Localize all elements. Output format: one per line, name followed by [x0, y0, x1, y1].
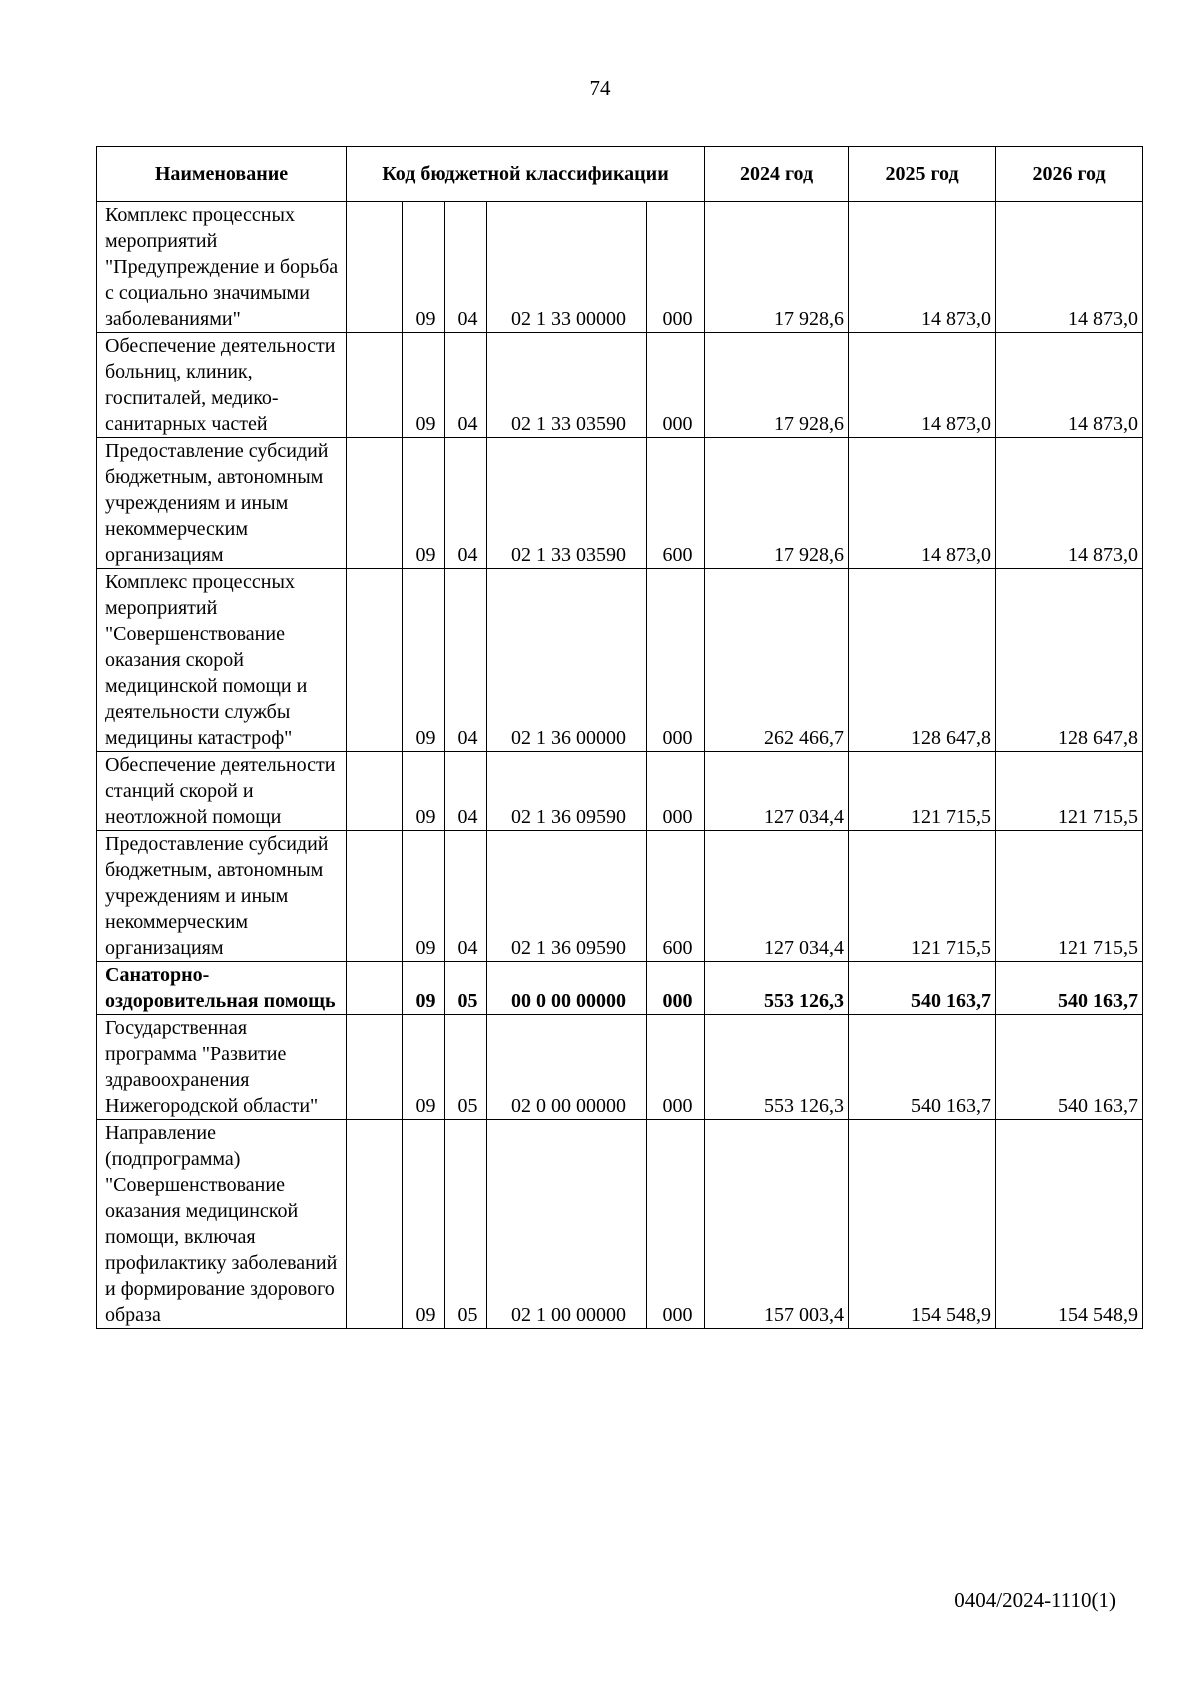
- table-row: [97, 831, 1143, 962]
- code-expense-type-cell: 000: [647, 202, 705, 333]
- code-section-cell: [347, 333, 403, 438]
- table-row: [97, 1015, 1143, 1120]
- code-chapter-cell: 09: [403, 1120, 445, 1329]
- code-target-cell: 02 1 33 00000: [487, 202, 647, 333]
- code-target-cell: 02 0 00 00000: [487, 1015, 647, 1120]
- value-2026-cell: 121 715,5: [996, 831, 1143, 962]
- table-row: [97, 962, 1143, 1015]
- code-chapter-cell: 09: [403, 333, 445, 438]
- table-row: [97, 202, 1143, 333]
- code-section-cell: [347, 1015, 403, 1120]
- code-subsection-cell: 05: [445, 1015, 487, 1120]
- header-code: Код бюджетной классификации: [347, 147, 705, 202]
- value-2024-cell: 17 928,6: [705, 438, 849, 569]
- value-2025-cell: 14 873,0: [849, 333, 996, 438]
- code-chapter-cell: 09: [403, 831, 445, 962]
- row-name-cell: Обеспечение деятельности станций скорой и неотложной помощи: [97, 752, 347, 831]
- value-2024-cell: 17 928,6: [705, 333, 849, 438]
- table-header-row: [97, 147, 1143, 202]
- value-2024-cell: 553 126,3: [705, 962, 849, 1015]
- code-chapter-cell: 09: [403, 962, 445, 1015]
- code-expense-type-cell: 600: [647, 831, 705, 962]
- code-chapter-cell: 09: [403, 752, 445, 831]
- table-row: [97, 333, 1143, 438]
- code-subsection-cell: 05: [445, 1120, 487, 1329]
- code-subsection-cell: 05: [445, 962, 487, 1015]
- value-2025-cell: 540 163,7: [849, 962, 996, 1015]
- value-2025-cell: 14 873,0: [849, 202, 996, 333]
- value-2024-cell: 17 928,6: [705, 202, 849, 333]
- row-name-cell: Санаторно-оздоровительная помощь: [97, 962, 347, 1015]
- value-2026-cell: 14 873,0: [996, 333, 1143, 438]
- value-2025-cell: 154 548,9: [849, 1120, 996, 1329]
- code-expense-type-cell: 000: [647, 569, 705, 752]
- code-section-cell: [347, 202, 403, 333]
- code-chapter-cell: 09: [403, 569, 445, 752]
- code-subsection-cell: 04: [445, 333, 487, 438]
- value-2024-cell: 127 034,4: [705, 752, 849, 831]
- code-target-cell: 02 1 36 09590: [487, 831, 647, 962]
- code-chapter-cell: 09: [403, 1015, 445, 1120]
- code-expense-type-cell: 000: [647, 1015, 705, 1120]
- value-2026-cell: 540 163,7: [996, 1015, 1143, 1120]
- value-2024-cell: 553 126,3: [705, 1015, 849, 1120]
- code-target-cell: 02 1 36 09590: [487, 752, 647, 831]
- value-2026-cell: 128 647,8: [996, 569, 1143, 752]
- row-name-cell: Государственная программа "Развитие здравоохранения Нижегородской области": [97, 1015, 347, 1120]
- code-target-cell: 02 1 36 00000: [487, 569, 647, 752]
- row-name-cell: Комплекс процессных мероприятий "Совершенствование оказания скорой медицинской помощи и деятельности службы медицины катастроф": [97, 569, 347, 752]
- table-row: [97, 752, 1143, 831]
- code-section-cell: [347, 752, 403, 831]
- table-row: [97, 1120, 1143, 1329]
- code-expense-type-cell: 000: [647, 962, 705, 1015]
- table-body: [97, 202, 1143, 1329]
- code-target-cell: 02 1 33 03590: [487, 438, 647, 569]
- code-expense-type-cell: 000: [647, 752, 705, 831]
- value-2026-cell: 14 873,0: [996, 202, 1143, 333]
- code-subsection-cell: 04: [445, 569, 487, 752]
- code-subsection-cell: 04: [445, 752, 487, 831]
- code-subsection-cell: 04: [445, 202, 487, 333]
- code-chapter-cell: 09: [403, 202, 445, 333]
- header-2026: 2026 год: [996, 147, 1143, 202]
- code-section-cell: [347, 831, 403, 962]
- code-target-cell: 00 0 00 00000: [487, 962, 647, 1015]
- table-row: [97, 438, 1143, 569]
- code-expense-type-cell: 000: [647, 1120, 705, 1329]
- code-expense-type-cell: 000: [647, 333, 705, 438]
- budget-table: [96, 146, 1143, 1329]
- value-2025-cell: 121 715,5: [849, 831, 996, 962]
- row-name-cell: Направление (подпрограмма) "Совершенствование оказания медицинской помощи, включая профилактику заболеваний и формирование здорового образа: [97, 1120, 347, 1329]
- value-2025-cell: 121 715,5: [849, 752, 996, 831]
- code-section-cell: [347, 1120, 403, 1329]
- code-section-cell: [347, 569, 403, 752]
- value-2026-cell: 14 873,0: [996, 438, 1143, 569]
- row-name-cell: Предоставление субсидий бюджетным, автономным учреждениям и иным некоммерческим организациям: [97, 831, 347, 962]
- code-subsection-cell: 04: [445, 831, 487, 962]
- row-name-cell: Комплекс процессных мероприятий "Предупреждение и борьба с социально значимыми заболеваниями": [97, 202, 347, 333]
- header-2024: 2024 год: [705, 147, 849, 202]
- value-2025-cell: 128 647,8: [849, 569, 996, 752]
- value-2026-cell: 121 715,5: [996, 752, 1143, 831]
- value-2024-cell: 127 034,4: [705, 831, 849, 962]
- code-expense-type-cell: 600: [647, 438, 705, 569]
- row-name-cell: Обеспечение деятельности больниц, клиник, госпиталей, медико-санитарных частей: [97, 333, 347, 438]
- value-2025-cell: 540 163,7: [849, 1015, 996, 1120]
- code-chapter-cell: 09: [403, 438, 445, 569]
- value-2024-cell: 262 466,7: [705, 569, 849, 752]
- code-section-cell: [347, 962, 403, 1015]
- code-subsection-cell: 04: [445, 438, 487, 569]
- document-code: 0404/2024-1110(1): [954, 1588, 1116, 1612]
- value-2024-cell: 157 003,4: [705, 1120, 849, 1329]
- code-target-cell: 02 1 00 00000: [487, 1120, 647, 1329]
- row-name-cell: Предоставление субсидий бюджетным, автономным учреждениям и иным некоммерческим организациям: [97, 438, 347, 569]
- page-number: 74: [589, 76, 611, 100]
- header-2025: 2025 год: [849, 147, 996, 202]
- code-section-cell: [347, 438, 403, 569]
- value-2026-cell: 154 548,9: [996, 1120, 1143, 1329]
- header-name: Наименование: [97, 147, 347, 202]
- table-row: [97, 569, 1143, 752]
- value-2025-cell: 14 873,0: [849, 438, 996, 569]
- code-target-cell: 02 1 33 03590: [487, 333, 647, 438]
- value-2026-cell: 540 163,7: [996, 962, 1143, 1015]
